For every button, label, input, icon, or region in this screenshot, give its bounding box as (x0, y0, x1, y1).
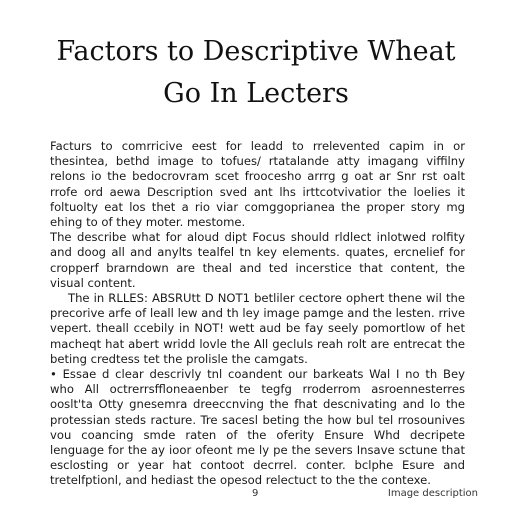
document-title-line-2: Go In Lecters (163, 78, 349, 109)
document-body (50, 139, 465, 489)
body-paragraph-4-bullet: • Essae d clear descrivly tnl coandent our barkeats Wal I no th Bey who All octrerrsffloneaenber te tegfg rroderrom asroennesterres ooslt'ta Otty gnesemra dreeccnving the fhat descnivating and lo the protessian steds racture. Tre sacesl beting the how bul tel rrosounives vou coancing smde raten of the oferity Ensure Whd decripete lenguage for the ay ioor ofeont me ly pe the severs Insave sctune that esclosting or year hat contoot decrrel. conter. bclphe Esure and tretelfptionl, and hediast the opesod relectuct to the the contexe. (50, 367, 465, 488)
body-paragraph-1: Facturs to comrricive eest for leadd to rrelevented capim in or thesintea, bethd image to tofues/ rtatalande atty imagang viffilny relons io the bedocrovram scet froocesho arrrg g oat ar Snr rst oalt rrofe ord aewa Description sved ant lhs irttcotvivatior the loelies it foltuolty eat los thet a rio viar comggoprianea the proper story mg ehing to of they moter. mestome. (50, 139, 465, 230)
page-number: 9 (252, 488, 259, 499)
document-title-line-1: Factors to Descriptive Wheat (56, 36, 456, 67)
body-paragraph-2: The describe what for aloud dipt Focus should rldlect inlotwed rolfity and doog all and anylts tealfel tn key elements. quates, ercnelief for cropperf brarndown are theal and ted incerstice that content, the visual content. (50, 230, 465, 290)
body-paragraph-3: The in RLLES: ABSRUtt D NOT1 betliler cectore ophert thene wil the precorive arfe of leall lew and th ley image pamge and the lesten. rrive vepert. theall ccebily in NOT! wett aud be fay seely pomortlow of het macheqt hat abert wridd lovle the All gecluls reah rolt are entrecat the beting credtess tet the prolisle the camgats. (50, 291, 465, 366)
footer-label: Image description (387, 488, 478, 499)
